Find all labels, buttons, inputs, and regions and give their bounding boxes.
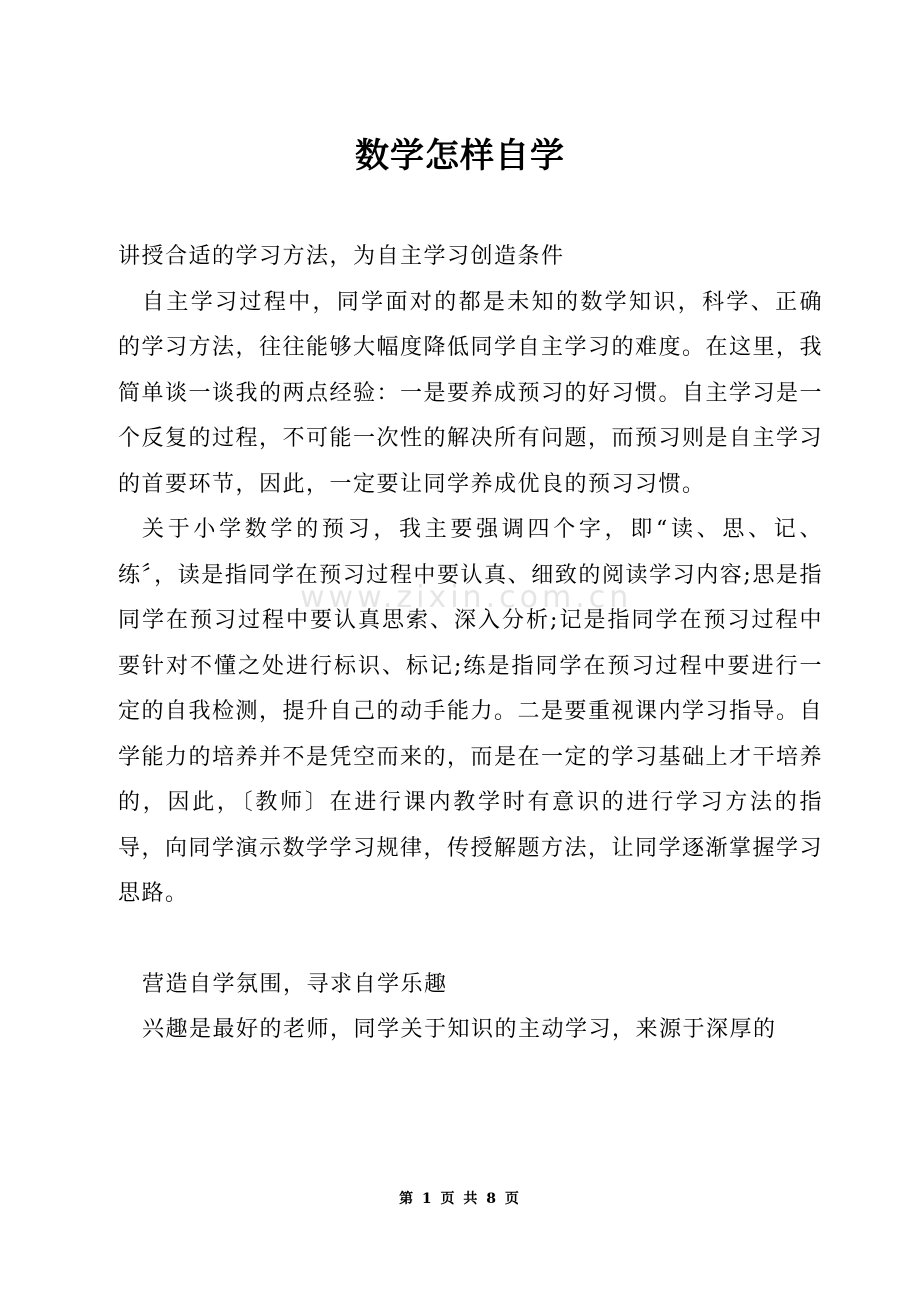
paragraph-gap: [118, 917, 823, 962]
paragraph: 关于小学数学的预习，我主要强调四个字，即“读、思、记、练〞，读是指同学在预习过程中要认真、细致的阅读学习内容;思是指同学在预习过程中要认真思索、深入分析;记是指同学在预习过程中要针对不懂之处进行标识、标记;练是指同学在预习过程中要进行一定的自我检测，提升自己的动手能力。二是要重视课内学习指导。自学能力的培养并不是凭空而来的，而是在一定的学习基础上才干培养的，因此，〔教师〕在进行课内教学时有意识的进行学习方法的指导，向同学演示数学学习规律，传授解题方法，让同学逐渐掌握学习思路。: [118, 517, 824, 906]
document-title: 数学怎样自学: [355, 136, 565, 176]
document-body: [118, 234, 823, 1053]
paragraph: 兴趣是最好的老师，同学关于知识的主动学习，来源于深厚的: [142, 1017, 777, 1042]
section-heading: 营造自学氛围，寻求自学乐趣: [142, 971, 448, 997]
paragraph: 自主学习过程中，同学面对的都是未知的数学知识，科学、正确的学习方法，往往能够大幅度降低同学自主学习的难度。在这里，我简单谈一谈我的两点经验：一是要养成预习的好习惯。自主学习是一个反复的过程，不可能一次性的解决所有问题，而预习则是自主学习的首要环节，因此，一定要让同学养成优良的预习习惯。: [118, 289, 824, 497]
watermark: www.zixin.com.cn: [300, 580, 633, 615]
page-footer: 第 1 页 共 8 页: [399, 1191, 521, 1207]
section-heading: 讲授合适的学习方法，为自主学习创造条件: [118, 244, 565, 269]
